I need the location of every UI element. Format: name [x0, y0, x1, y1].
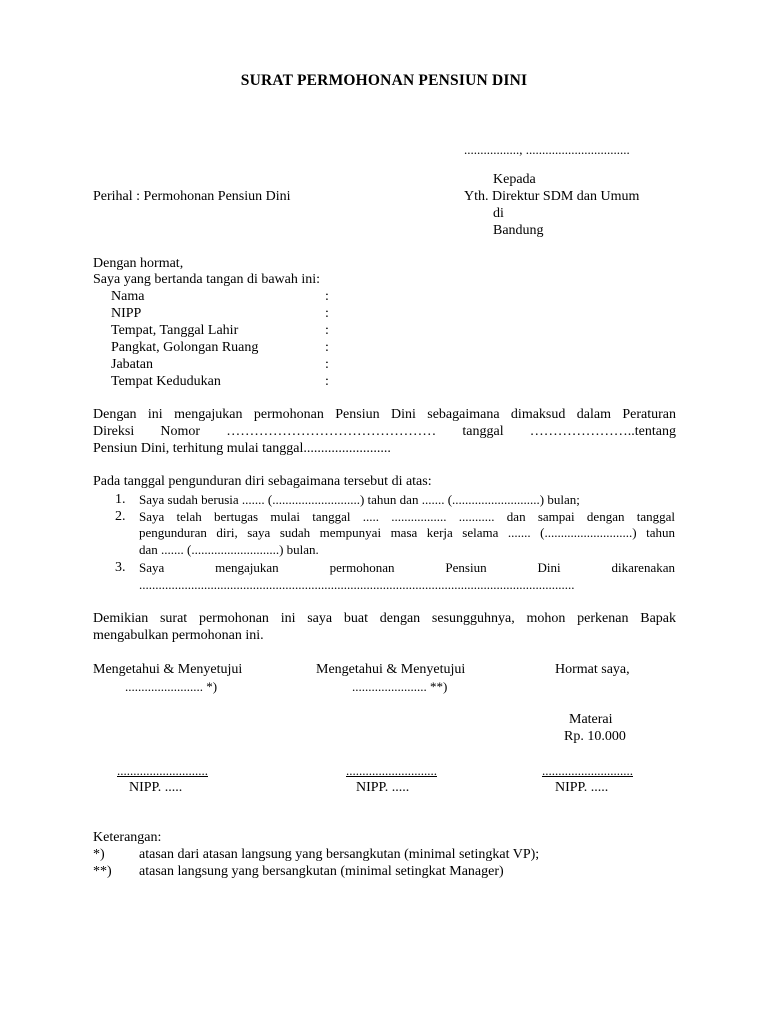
field-label-nama: Nama — [111, 289, 145, 304]
list-number: 2. — [115, 509, 126, 524]
closing-line-2: mengabulkan permohonan ini. — [93, 628, 264, 643]
signature-col3-title: Hormat saya, — [555, 662, 630, 677]
signature-line-3: ............................ — [542, 763, 633, 778]
recipient-city: Bandung — [493, 223, 544, 238]
signature-col2-title: Mengetahui & Menyetujui — [316, 662, 466, 677]
list-number: 1. — [115, 492, 126, 507]
list-item-service-line-1: Saya telah bertugas mulai tanggal ..... ................. ........... dan sampai dengan tanggal — [139, 509, 675, 524]
request-line-2: Direksi Nomor ……………………………………… tanggal …………………..tentang — [93, 424, 676, 439]
note-text-1: atasan dari atasan langsung yang bersangkutan (minimal setingkat VP); — [139, 847, 540, 862]
resign-intro: Pada tanggal pengunduran diri sebagaimana tersebut di atas: — [93, 474, 432, 489]
materai-label: Materai — [569, 712, 613, 727]
field-label-nipp: NIPP — [111, 306, 142, 321]
document-title: SURAT PERMOHONAN PENSIUN DINI — [240, 72, 528, 89]
notes-heading: Keterangan: — [93, 830, 162, 845]
list-item-service-line-3: dan ....... (...........................) bulan. — [139, 542, 319, 557]
recipient-kepada: Kepada — [493, 172, 536, 187]
signature-nipp-2: NIPP. ..... — [356, 780, 410, 795]
field-colon: : — [325, 340, 329, 355]
note-mark-1: *) — [93, 847, 105, 862]
list-item-reason-line-2: ...................................................................................................................................... — [139, 577, 575, 592]
closing-line-1: Demikian surat permohonan ini saya buat dengan sesungguhnya, mohon perkenan Bapak — [93, 611, 676, 626]
field-colon: : — [325, 289, 329, 304]
recipient-yth: Yth. Direktur SDM dan Umum — [464, 189, 640, 204]
signature-col1-title: Mengetahui & Menyetujui — [93, 662, 243, 677]
note-mark-2: **) — [93, 864, 112, 879]
list-item-service-line-2: pengunduran diri, saya sudah mempunyai masa kerja selama ....... (...........................) tahun — [139, 525, 675, 540]
field-colon: : — [325, 357, 329, 372]
list-item-reason-line-1: Saya mengajukan permohonan Pensiun Dini dikarenakan — [139, 560, 675, 575]
field-label-position: Jabatan — [111, 357, 153, 372]
signature-nipp-3: NIPP. ..... — [555, 780, 609, 795]
greeting: Dengan hormat, — [93, 256, 184, 271]
signature-line-2: ............................ — [346, 763, 437, 778]
field-colon: : — [325, 374, 329, 389]
place-date-line: ................., ................................ — [464, 142, 630, 157]
materai-value: Rp. 10.000 — [564, 729, 626, 744]
signature-line-1: ............................ — [117, 763, 208, 778]
field-label-location: Tempat Kedudukan — [111, 374, 221, 389]
signature-col2-role: ....................... **) — [352, 679, 448, 694]
note-text-2: atasan langsung yang bersangkutan (minimal setingkat Manager) — [139, 864, 504, 879]
list-number: 3. — [115, 560, 126, 575]
field-label-rank: Pangkat, Golongan Ruang — [111, 340, 259, 355]
subject-line: Perihal : Permohonan Pensiun Dini — [93, 189, 291, 204]
list-item-age: Saya sudah berusia ....... (...........................) tahun dan ....... (...........................) bulan; — [139, 492, 580, 507]
intro-text: Saya yang bertanda tangan di bawah ini: — [93, 272, 321, 287]
recipient-di: di — [493, 206, 504, 221]
field-label-birth: Tempat, Tanggal Lahir — [111, 323, 239, 338]
signature-col1-role: ........................ *) — [125, 679, 218, 694]
field-colon: : — [325, 323, 329, 338]
request-line-3: Pensiun Dini, terhitung mulai tanggal......................... — [93, 441, 391, 456]
field-colon: : — [325, 306, 329, 321]
request-line-1: Dengan ini mengajukan permohonan Pensiun Dini sebagaimana dimaksud dalam Peraturan — [93, 407, 676, 422]
signature-nipp-1: NIPP. ..... — [129, 780, 183, 795]
